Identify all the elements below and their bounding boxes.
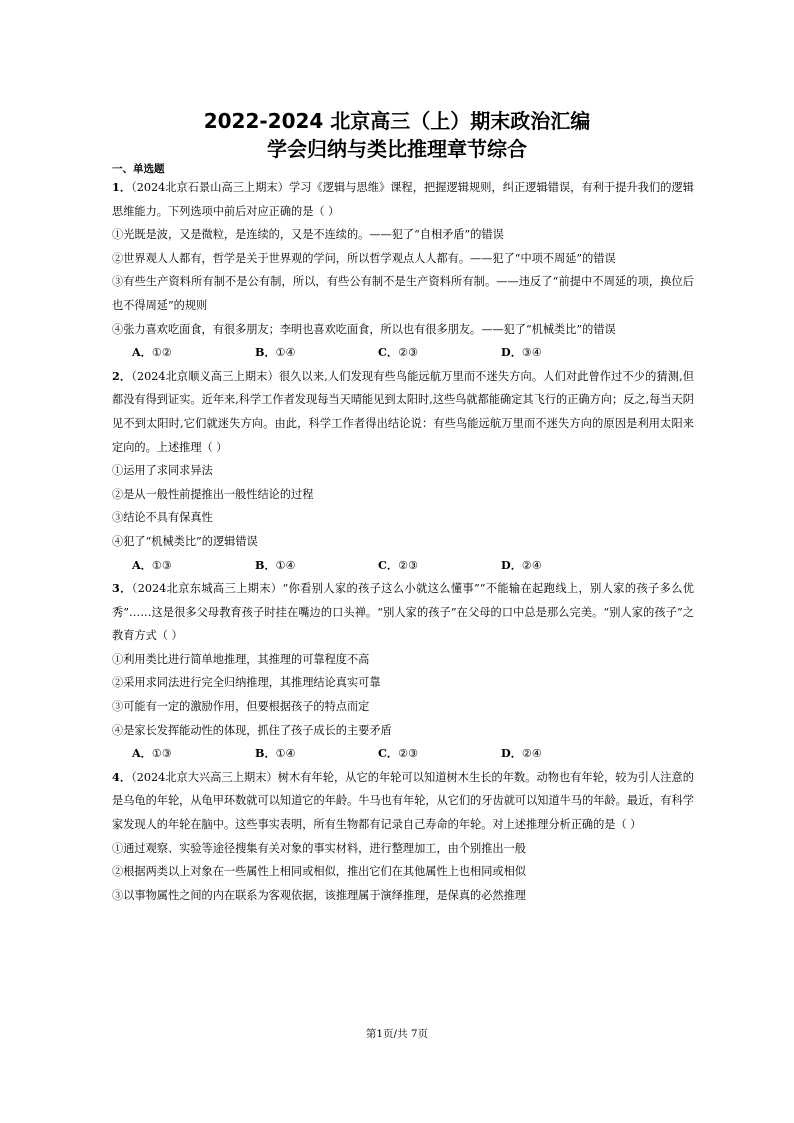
option-c[interactable]: C．②③ bbox=[378, 557, 419, 572]
question-text: （2024北京大兴高三上期末）树木有年轮，从它的年轮可以知道树木生长的年数。动物也有年轮，较为引人注意的是乌龟的年轮，从龟甲环数就可以知道它的年龄。牛马也有年轮，从它们的牙齿就可以知道牛马的年龄。最近，有科学家发现人的年轮在脑中。这些事实表明，所有生物都有记录自己寿命的年轮。对上述推理分析正确的是（ ） bbox=[112, 770, 694, 832]
question-number: 2． bbox=[112, 368, 132, 383]
statement-1: ①利用类比进行简单地推理，其推理的可靠程度不高 bbox=[112, 652, 370, 666]
option-b[interactable]: B．①④ bbox=[255, 345, 296, 360]
statement-4: ④犯了“机械类比”的逻辑错误 bbox=[112, 534, 258, 548]
statement-3: ③有些生产资料所有制不是公有制，所以，有些公有制不是生产资料所有制。——违反了“前提中不周延的项，换位后也不得周延”的规则 bbox=[112, 275, 694, 312]
option-c[interactable]: C．②③ bbox=[378, 746, 419, 761]
option-a[interactable]: A．①③ bbox=[132, 557, 172, 572]
question-stem bbox=[112, 365, 694, 459]
statement-1: ①光既是波，又是微粒，是连续的，又是不连续的。——犯了“自相矛盾”的错误 bbox=[112, 228, 504, 242]
statement-2: ②是从一般性前提推出一般性结论的过程 bbox=[112, 487, 314, 501]
document-title: 2022-2024 北京高三（上）期末政治汇编 bbox=[203, 109, 591, 133]
question-text: （2024北京石景山高三上期末）学习《逻辑与思维》课程，把握逻辑规则，纠正逻辑错误，有利于提升我们的逻辑思维能力。下列选项中前后对应正确的是（ ） bbox=[112, 181, 694, 218]
statement-1: ①运用了求同求异法 bbox=[112, 464, 213, 478]
option-a[interactable]: A．①③ bbox=[132, 746, 172, 761]
option-d[interactable]: D．③④ bbox=[501, 345, 542, 360]
question-number: 1． bbox=[112, 180, 132, 194]
option-b[interactable]: B．①④ bbox=[255, 557, 296, 572]
option-b[interactable]: B．①④ bbox=[255, 746, 296, 761]
question-stem bbox=[112, 766, 694, 837]
question-number: 4． bbox=[112, 769, 132, 784]
statement-3: ③可能有一定的激励作用，但要根据孩子的特点而定 bbox=[112, 700, 370, 714]
statement-1: ①通过观察、实验等途径搜集有关对象的事实材料，进行整理加工，由个别推出一般 bbox=[112, 841, 526, 855]
question-3 bbox=[112, 577, 694, 766]
question-stem bbox=[112, 577, 694, 648]
document-subtitle: 学会归纳与类比推理章节综合 bbox=[267, 137, 527, 161]
option-d[interactable]: D．②④ bbox=[501, 557, 542, 572]
option-c[interactable]: C．②③ bbox=[378, 345, 419, 360]
statement-2: ②根据两类以上对象在一些属性上相同或相似，推出它们在其他属性上也相同或相似 bbox=[112, 865, 526, 879]
option-a[interactable]: A．①② bbox=[132, 345, 172, 360]
answer-options bbox=[112, 341, 694, 365]
option-d[interactable]: D．②④ bbox=[501, 746, 542, 761]
statement-4: ④是家长发挥能动性的体现，抓住了孩子成长的主要矛盾 bbox=[112, 723, 392, 737]
section-heading: 一、单选题 bbox=[112, 163, 165, 175]
question-text: （2024北京东城高三上期末）“你看别人家的孩子这么小就这么懂事”“不能输在起跑线上，别人家的孩子多么优秀”……这是很多父母教育孩子时挂在嘴边的口头禅。“别人家的孩子”在父母的口中总是那么完美。“别人家的孩子”之教育方式（ ） bbox=[112, 582, 694, 643]
question-number: 3． bbox=[112, 581, 132, 596]
statement-3: ③结论不具有保真性 bbox=[112, 511, 213, 525]
question-4 bbox=[112, 766, 694, 908]
page-footer: 第1页/共 7页 bbox=[365, 1028, 429, 1040]
statement-4: ④张力喜欢吃面食，有很多朋友；李明也喜欢吃面食，所以也有很多朋友。——犯了“机械类比”的错误 bbox=[112, 322, 616, 336]
question-list bbox=[112, 176, 694, 907]
question-stem bbox=[112, 176, 694, 223]
answer-options bbox=[112, 554, 694, 578]
question-1 bbox=[112, 176, 694, 365]
question-2 bbox=[112, 365, 694, 577]
question-text: （2024北京顺义高三上期末）很久以来,人们发现有些鸟能远航万里而不迷失方向。人们对此曾作过不少的猜测,但都没有得到证实。近年来,科学工作者发现每当天晴能见到太阳时,这些鸟就都能确定其飞行的正确方向；反之,每当天阴见不到太阳时,它们就迷失方向。由此，科学工作者得出结论说：有些鸟能远航万里而不迷失方向的原因是利用太阳来定向的。上述推理（ ） bbox=[112, 369, 694, 454]
statement-2: ②采用求同法进行完全归纳推理，其推理结论真实可靠 bbox=[112, 676, 381, 690]
statement-3: ③以事物属性之间的内在联系为客观依据，该推理属于演绎推理，是保真的必然推理 bbox=[112, 888, 526, 902]
answer-options bbox=[112, 742, 694, 766]
statement-2: ②世界观人人都有，哲学是关于世界观的学问，所以哲学观点人人都有。——犯了“中项不周延”的错误 bbox=[112, 251, 616, 265]
